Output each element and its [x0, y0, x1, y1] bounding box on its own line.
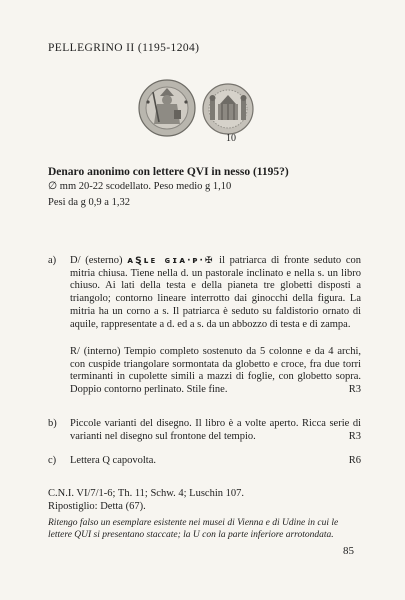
entry-b-rarity: R3 — [348, 430, 361, 442]
entry-a-reverse — [48, 346, 361, 397]
entry-c — [48, 455, 361, 468]
entry-a — [48, 255, 361, 331]
entry-a-label: a) — [48, 255, 57, 266]
coin-reverse-image — [200, 82, 256, 136]
figure-number: 10 — [226, 133, 236, 144]
references-line-1: C.N.I. VI/7/1-6; Th. 11; Schw. 4; Luschin 107. — [48, 488, 244, 499]
entry-b-text: Piccole varianti del disegno. Il libro è a volte aperto. Ricca serie di varianti nel disegno sul frontone del tempio. — [70, 418, 361, 442]
entry-c-text: Lettera Q capovolta. — [70, 455, 156, 466]
entry-c-rarity: R6 — [348, 455, 361, 466]
entry-b — [48, 418, 361, 443]
coin-weights: Pesi da g 0,9 a 1,32 — [48, 197, 130, 208]
coin-title: Denaro anonimo con lettere QVI in nesso (1195?) — [48, 166, 289, 178]
page-number: 85 — [343, 545, 354, 557]
coin-specs: ∅ mm 20-22 scodellato. Peso medio g 1,10 — [48, 181, 232, 192]
obverse-legend: ᴀⱾʟᴇ ɢɪᴀ·ᴘ·✠ — [127, 256, 215, 266]
coin-figure — [0, 78, 405, 160]
reverse-description: R/ (interno) Tempio completo sostenuto da 5 colonne e da 4 archi, con cuspide triangolare sormontata da globetto e croce, fra due torri terminanti in cupolette simili a mazzi di foglie, con globetto sopra. Doppio contorno perlinato. Stile fine. — [70, 346, 361, 396]
coin-obverse-image — [136, 78, 198, 138]
page-header: PELLEGRINO II (1195-1204) — [48, 42, 200, 54]
entry-c-label: c) — [48, 455, 57, 466]
entry-b-label: b) — [48, 418, 57, 429]
authenticity-note: Ritengo falso un esemplare esistente nei musei di Vienna e di Udine in cui le lettere QUI si presentano staccate; la U con la parte inferiore arrotondata. — [48, 518, 339, 540]
obverse-description: il patriarca di fronte seduto con mitria chiusa. Tiene nella d. un pastorale inclinato e nella s. un libro chiuso. Ai lati della testa e della pianeta tre globetti disposti a triangolo; contorno lineare interrotto dai ginocchi della figura. La mitria ha un corno a s. Il patriarca è seduto su faldistorio ornato di aquile, rappresentate a d. ed a s. da un abbozzo di testa e di zampa. — [70, 255, 361, 330]
entry-a-rarity: R3 — [348, 384, 361, 396]
obverse-prefix: D/ (esterno) — [70, 255, 123, 266]
references-line-2: Ripostiglio: Detta (67). — [48, 501, 146, 512]
